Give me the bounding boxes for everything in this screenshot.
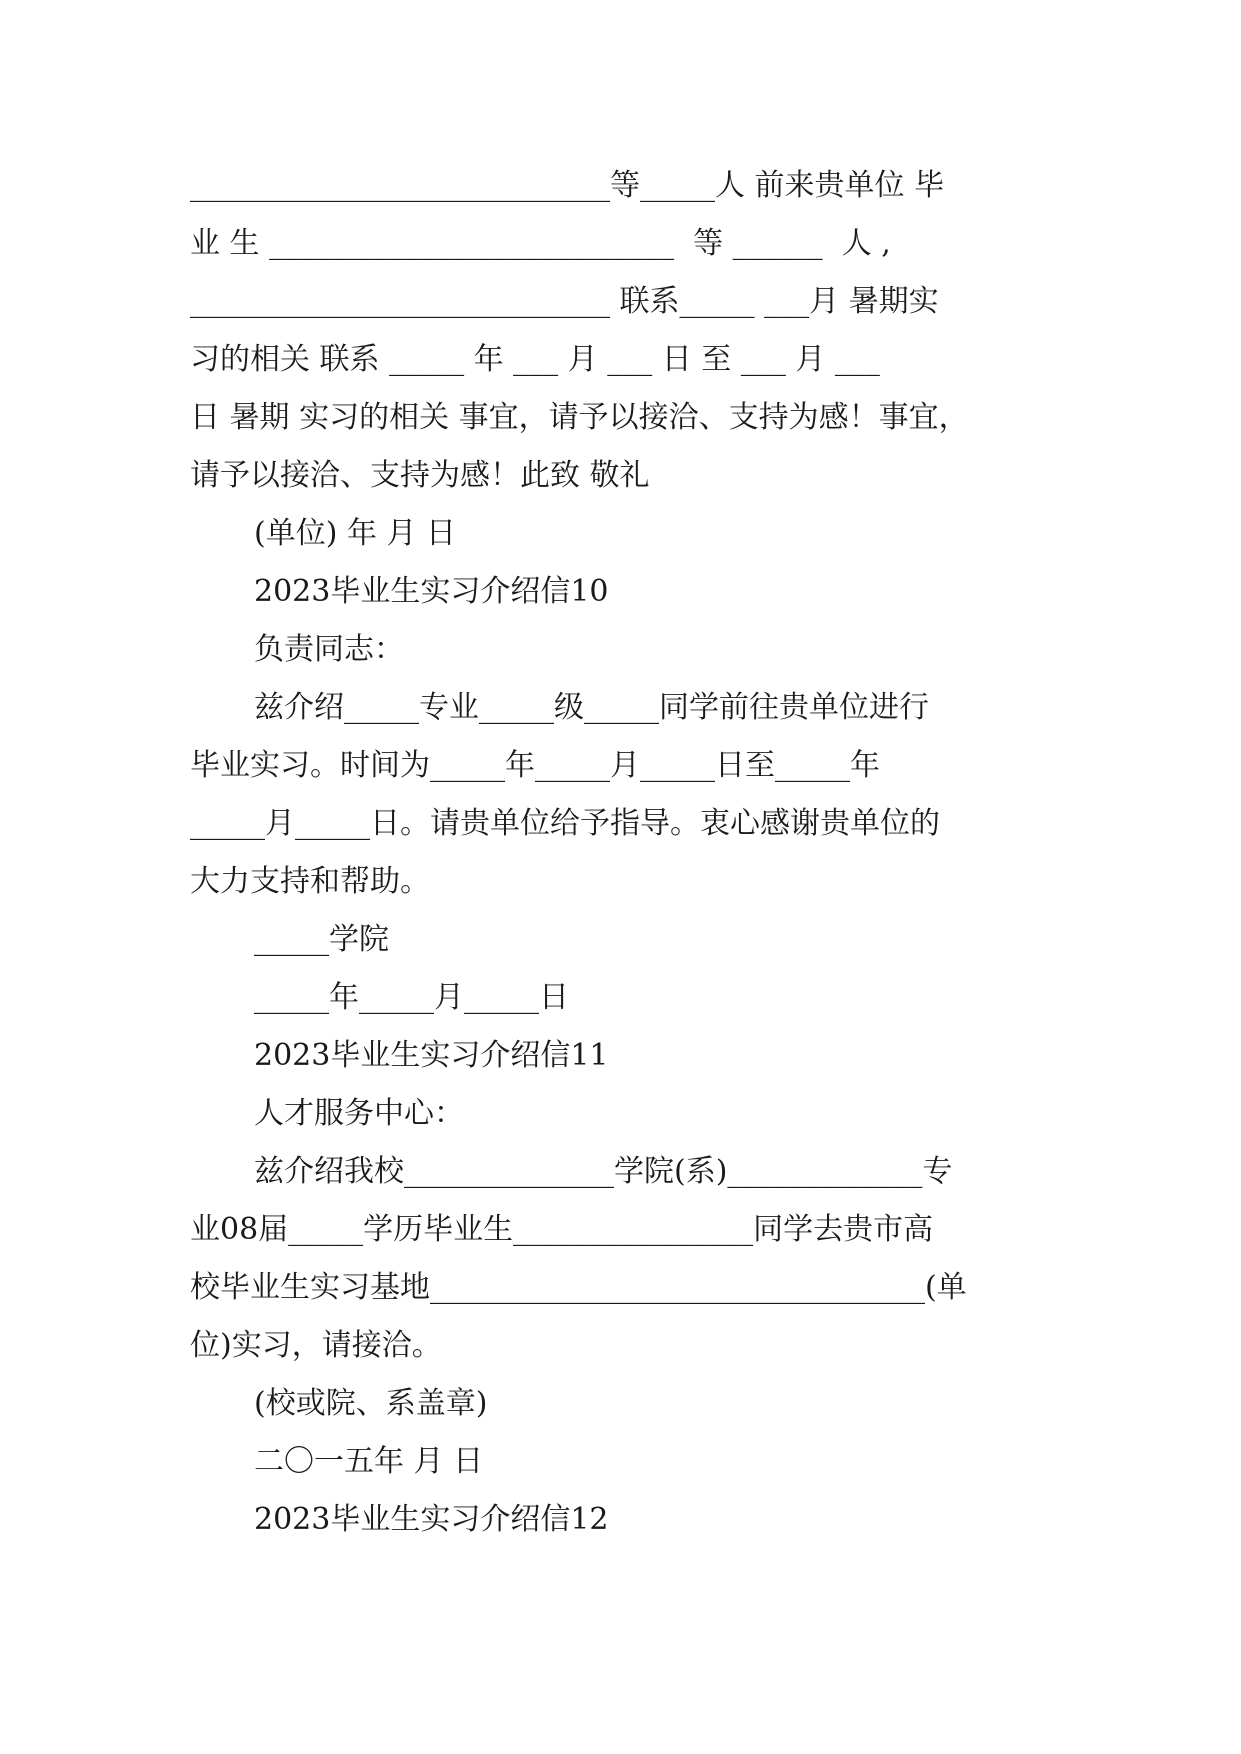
text-line-1: ____________________________等_____人 前来贵单位 毕 — [190, 168, 945, 203]
section-heading-11: 2023毕业生实习介绍信11 — [254, 1038, 609, 1073]
section-heading-10: 2023毕业生实习介绍信10 — [254, 574, 609, 609]
text-line-3: ____________________________ 联系_____ ___月 暑期实 — [190, 284, 939, 319]
salutation-line: 负责同志： — [254, 632, 404, 667]
body-line-2: 毕业实习。时间为_____年_____月_____日至_____年 — [190, 748, 880, 783]
body-line-5: 兹介绍我校______________学院(系)_____________专 — [254, 1154, 953, 1189]
salutation-line-2: 人才服务中心： — [254, 1096, 464, 1131]
body-line-1: 兹介绍_____专业_____级_____同学前往贵单位进行 — [254, 690, 929, 725]
section-heading-12: 2023毕业生实习介绍信12 — [254, 1502, 609, 1537]
signature-date-line: (单位) 年 月 日 — [254, 516, 457, 551]
text-line-6: 请予以接洽、支持为感！此致 敬礼 — [190, 458, 650, 493]
text-line-5: 日 暑期 实习的相关 事宜，请予以接洽、支持为感！事宜， — [190, 400, 969, 435]
body-line-4: 大力支持和帮助。 — [190, 864, 430, 899]
seal-line: (校或院、系盖章) — [254, 1386, 488, 1421]
body-line-7: 校毕业生实习基地_________________________________(单 — [190, 1270, 967, 1305]
text-line-2: 业 生 ___________________________ 等 ______ 人 , — [190, 226, 891, 261]
text-line-4: 习的相关 联系 _____ 年 ___ 月 ___ 日 至 ___ 月 ___ — [190, 342, 880, 377]
date-line: _____年_____月_____日 — [254, 980, 569, 1015]
college-line: _____学院 — [254, 922, 389, 957]
body-line-6: 业08届_____学历毕业生________________同学去贵市高 — [190, 1212, 934, 1247]
date-line-2: 二〇一五年 月 日 — [254, 1444, 484, 1479]
body-line-3: _____月_____日。请贵单位给予指导。衷心感谢贵单位的 — [190, 806, 940, 841]
body-line-8: 位)实习，请接洽。 — [190, 1328, 442, 1363]
